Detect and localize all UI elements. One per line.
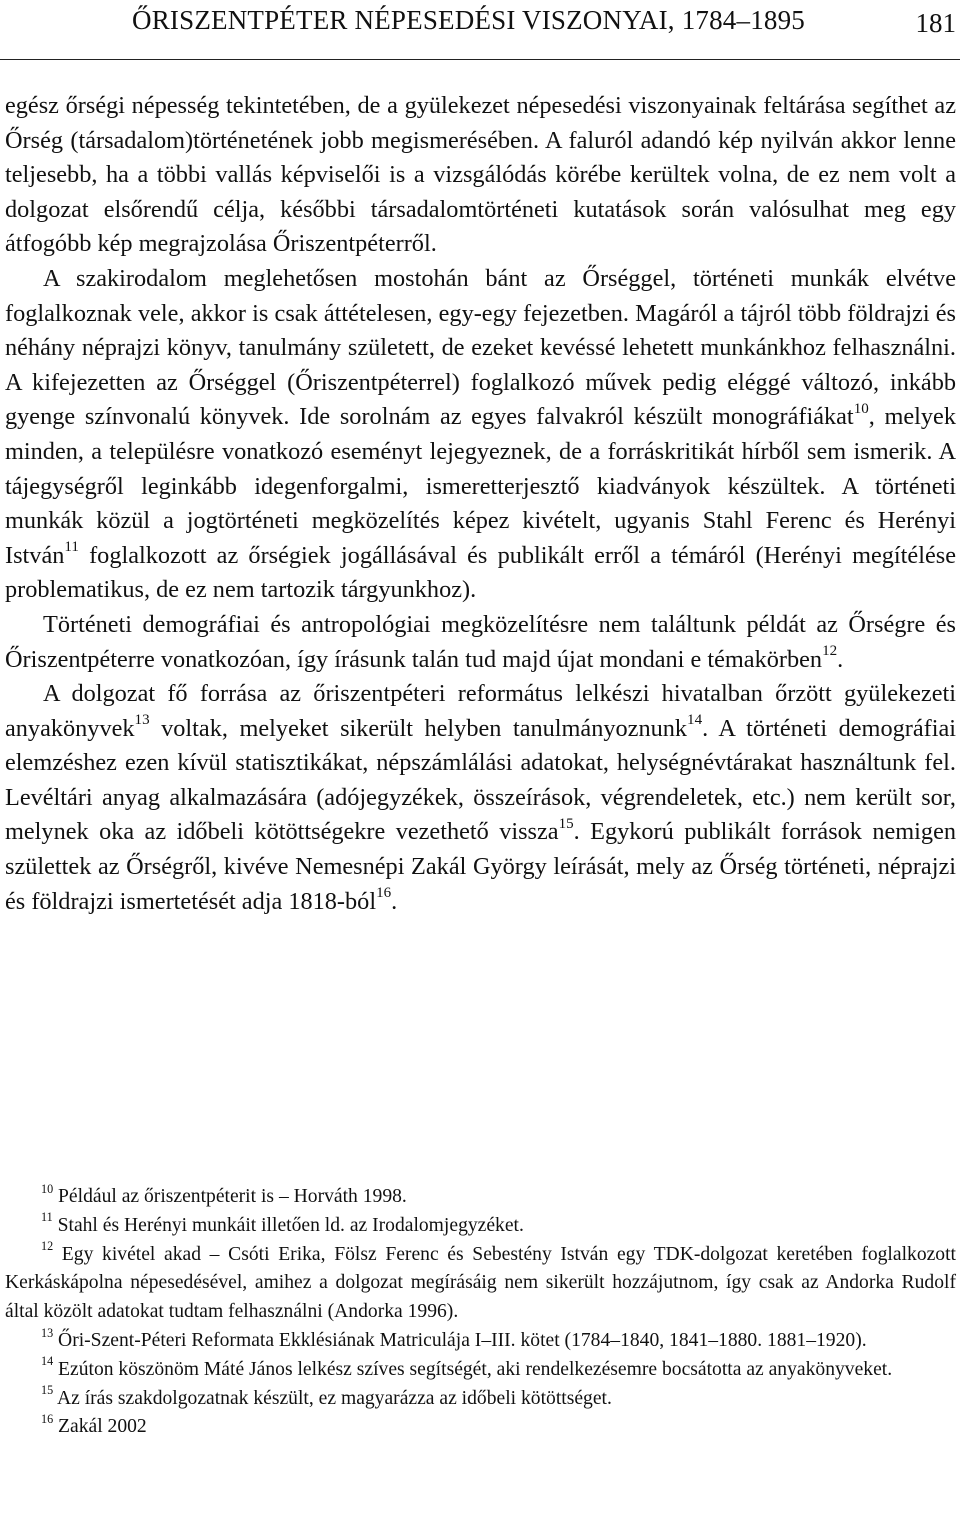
footnote-text: Az írás szakdolgozatnak készült, ez magyarázza az időbeli kötöttséget.	[53, 1387, 612, 1409]
paragraph-4-text-c: . A történeti demográfiai elemzéshez ezen kívül statisztikákat, népszámlálási adatokat, helységnévtárakat használtunk fel. Levéltári anyag alkalmazására (adójegyzékek, összeírások, végrendeletek, etc.) nem került sor, melynek oka az időbeli kötöttségekre vezethető vissza	[5, 714, 956, 846]
footnote-10	[5, 1183, 956, 1212]
footnote-ref-16[interactable]: 16	[376, 885, 392, 902]
main-text	[5, 89, 956, 919]
running-header	[0, 0, 960, 60]
paragraph-4	[5, 677, 956, 919]
paragraph-4-text-d: . Egykorú publikált források nemigen születtek az Őrségről, kivéve Nemesnépi Zakál György leírását, mely az Őrség történeti, néprajzi és földrajzi ismertetését adja 1818-ból	[5, 818, 957, 915]
footnote-number: 13	[41, 1325, 54, 1340]
footnote-16	[5, 1413, 956, 1442]
paragraph-2-text-b: , melyek minden, a településre vonatkozó eseményt lejegyeznek, de a forráskritikát hírből sem ismerik. A tájegységről leginkább idegenforgalmi, ismeretterjesztő kiadványok készültek. A történeti munkák közül a jogtörténeti megközelítés képez kivételt, ugyanis Stahl Ferenc és Herényi István	[5, 403, 956, 569]
footnote-text: Őri-Szent-Péteri Reformata Ekklésiának Matriculája I–III. kötet (1784–1840, 1841–1880. 1881–1920).	[53, 1329, 867, 1351]
footnote-number: 16	[41, 1412, 54, 1427]
footnote-15	[5, 1385, 956, 1414]
paragraph-2-text-c: foglalkozott az őrségiek jogállásával és publikált erről a témáról (Herényi megítélése problematikus, de ez nem tartozik tárgyunkhoz).	[5, 541, 956, 604]
footnote-14	[5, 1356, 956, 1385]
paragraph-4-text-b: voltak, melyeket sikerült helyben tanulmányoznunk	[149, 714, 688, 742]
paragraph-2-text-a: A szakirodalom meglehetősen mostohán bánt az Őrséggel, történeti munkák elvétve foglalkoznak vele, akkor is csak áttételesen, egy-egy fejezetben. Magáról a tájról több földrajzi és néhány néprajzi könyv, tanulmány született, de ezeket kevéssé lehetett munkánkhoz felhasználni. A kifejezetten az Őrséggel (Őriszentpéterrel) foglalkozó művek pedig eléggé változó, inkább gyenge színvonalú könyvek. Ide sorolnám az egyes falvakról készült monográfiákat	[5, 264, 956, 431]
page-number: 181	[915, 8, 956, 38]
footnote-text: Stahl és Herényi munkáit illetően ld. az Irodalomjegyzéket.	[52, 1214, 524, 1236]
paragraph-1-text: egész őrségi népesség tekintetében, de a gyülekezet népesedési viszonyainak feltárása segíthet az Őrség (társadalom)történetének jobb megismerésében. A faluról adandó kép nyilván akkor lenne teljesebb, ha a többi vallás képviselői is a vizsgálódás körébe kerültek volna, de ez nem volt a dolgozat elsőrendű célja, későbbi társadalomtörténeti kutatások során valósulhat meg egy átfogóbb kép megrajzolása Őriszentpéterről.	[5, 92, 956, 258]
running-title: ŐRISZENTPÉTER NÉPESEDÉSI VISZONYAI, 1784–1895	[132, 5, 806, 35]
paragraph-1	[5, 89, 956, 262]
footnote-ref-15[interactable]: 15	[558, 816, 574, 833]
footnote-text: Egy kivétel akad – Csóti Erika, Fölsz Ferenc és Sebestény István egy TDK-dolgozat keretében foglalkozott Kerkáskápolna népesedésével, amihez a dolgozat megírásáig nem sikerült hozzájutnom, így csak az Andorka Rudolf által közölt adatokat tudtam felhasználni (Andorka 1996).	[5, 1243, 956, 1323]
footnote-ref-10[interactable]: 10	[853, 401, 869, 417]
footnote-number: 12	[41, 1239, 54, 1254]
paragraph-2	[5, 262, 956, 608]
footnote-11	[5, 1212, 956, 1241]
paragraph-3-text-b: .	[837, 645, 844, 673]
paragraph-4-text-a: A dolgozat fő forrása az őriszentpéteri református lelkészi hivatalban őrzött gyülekezeti anyakönyvek	[5, 680, 956, 742]
footnote-text: Például az őriszentpéterit is – Horváth 1998.	[53, 1186, 407, 1207]
footnote-number: 14	[41, 1354, 54, 1369]
footnote-ref-11[interactable]: 11	[64, 539, 79, 556]
footnote-ref-12[interactable]: 12	[822, 643, 838, 660]
footnotes	[5, 1183, 956, 1442]
footnote-12	[5, 1241, 956, 1327]
paragraph-4-text-e: .	[391, 887, 398, 915]
paragraph-3-text-a: Történeti demográfiai és antropológiai megközelítésre nem találtunk példát az Őrségre és Őriszentpéterre vonatkozóan, így írásunk talán tud majd újat mondani e témakörben	[5, 610, 956, 673]
footnote-text: Ezúton köszönöm Máté János lelkész szíves segítségét, aki rendelkezésemre bocsátotta az anyakönyveket.	[53, 1358, 893, 1380]
footnote-number: 11	[41, 1210, 53, 1225]
footnote-ref-13[interactable]: 13	[134, 712, 150, 729]
footnote-ref-14[interactable]: 14	[687, 712, 703, 729]
footnote-text: Zakál 2002	[53, 1416, 147, 1438]
footnote-number: 15	[41, 1383, 54, 1398]
paragraph-3	[5, 608, 956, 677]
footnote-13	[5, 1327, 956, 1356]
footnote-number: 10	[41, 1181, 54, 1196]
